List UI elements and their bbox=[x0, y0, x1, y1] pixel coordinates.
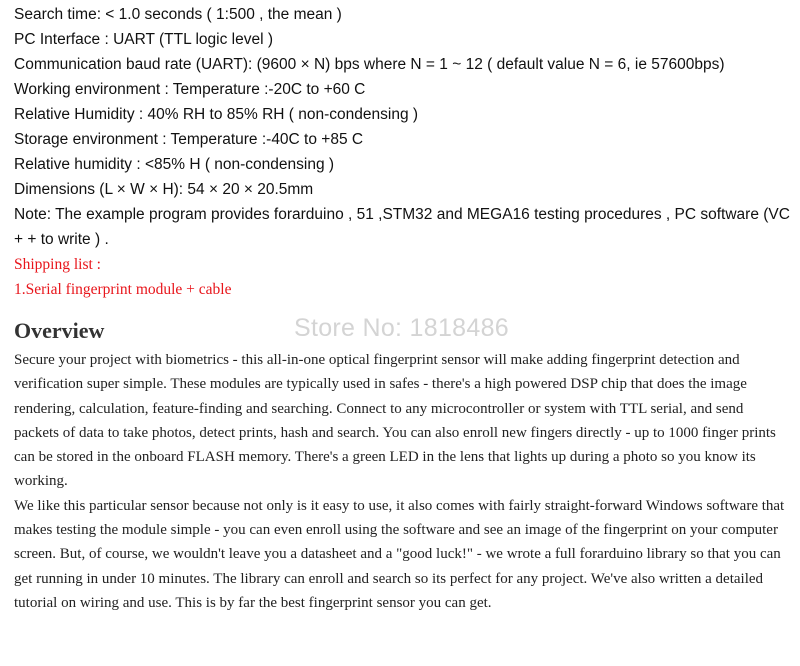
spec-search-time: Search time: < 1.0 seconds ( 1:500 , the mean ) bbox=[14, 6, 342, 23]
overview-paragraph-2: We like this particular sensor because not only is it easy to use, it also comes with fairly straight-forward Windows software that makes testing the module simple - you can even enroll using the software and see an image of the fingerprint on your computer screen. But, of course, we wouldn't leave you a datasheet and a "good luck!" - we wrote a full forarduino library so that you can get running in under 10 minutes. The library can enroll and search so its perfect for any project. We've also written a detailed tutorial on wiring and use. This is by far the best fingerprint sensor you can get. bbox=[14, 497, 785, 611]
spec-working-environment: Working environment : Temperature :-20C to +60 C bbox=[14, 81, 366, 98]
overview-paragraph-1: Secure your project with biometrics - this all-in-one optical fingerprint sensor will make adding fingerprint detection and verification super simple. These modules are typically used in safes - there's a high powered DSP chip that does the image rendering, calculation, feature-finding and searching. Connect to any microcontroller or system with TTL serial, and send packets of data to take photos, detect prints, hash and search. You can also enroll new fingers directly - up to 1000 finger prints can be stored in the onboard FLASH memory. There's a green LED in the lens that lights up during a photo so you know its working. bbox=[14, 352, 776, 490]
spec-pc-interface: PC Interface : UART (TTL logic level ) bbox=[14, 31, 273, 48]
spec-dimensions: Dimensions (L × W × H): 54 × 20 × 20.5mm bbox=[14, 181, 314, 198]
shipping-list-title: Shipping list : bbox=[14, 256, 101, 273]
spec-storage-humidity: Relative humidity : <85% H ( non-condensing ) bbox=[14, 156, 335, 173]
spec-working-humidity: Relative Humidity : 40% RH to 85% RH ( non-condensing ) bbox=[14, 106, 419, 123]
overview-body bbox=[14, 348, 792, 615]
spec-storage-environment: Storage environment : Temperature :-40C to +85 C bbox=[14, 131, 364, 148]
specifications-list bbox=[14, 2, 794, 302]
overview-heading: Overview bbox=[14, 318, 105, 343]
shipping-list-item: 1.Serial fingerprint module + cable bbox=[14, 281, 232, 298]
store-number-watermark: Store No: 1818486 bbox=[294, 314, 509, 342]
spec-note: Note: The example program provides forarduino , 51 ,STM32 and MEGA16 testing procedures , PC software (VC + + to write ) . bbox=[14, 206, 790, 248]
spec-baud-rate: Communication baud rate (UART): (9600 × N) bps where N = 1 ~ 12 ( default value N = 6, ie 57600bps) bbox=[14, 56, 725, 73]
